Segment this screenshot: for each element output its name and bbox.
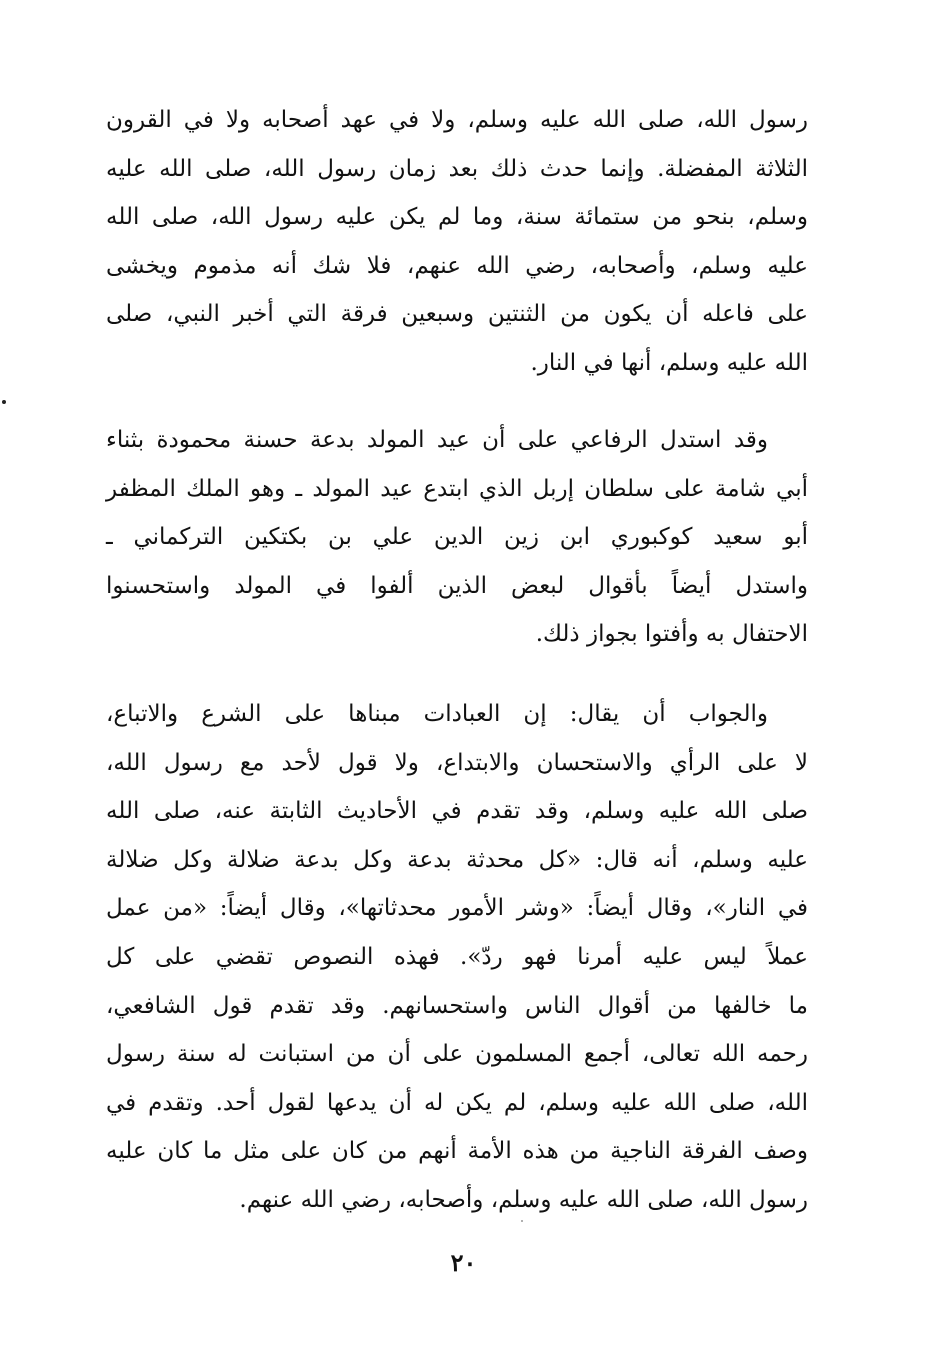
text-line: في النار»، وقال أيضاً: «وشر الأمور محدثاتها»، وقال أيضاً: «من عمل [106,895,808,922]
text-line: وصف الفرقة الناجية من هذه الأمة أنهم من كان على مثل ما كان عليه [106,1138,808,1165]
text-line: أبي شامة على سلطان إربل الذي ابتدع عيد المولد ـ وهو الملك المظفر [106,475,808,502]
text-line: وسلم، بنحو من ستمائة سنة، وما لم يكن عليه رسول الله، صلى الله [106,204,808,231]
text-line: الله، صلى الله عليه وسلم، لم يكن له أن يدعها لقول أحد. وتقدم في [106,1089,808,1116]
margin-mark [2,400,6,404]
text-line: على فاعله أن يكون من الثنتين وسبعين فرقة التي أخبر النبي، صلى [106,301,808,328]
text-line: صلى الله عليه وسلم، وقد تقدم في الأحاديث الثابتة عنه، صلى الله [106,798,808,825]
text-line: والجواب أن يقال: إن العبادات مبناها على الشرع والاتباع، [106,701,768,727]
text-line: أبو سعيد كوكبوري ابن زين الدين علي بن بكتكين التركماني ـ [106,524,808,551]
text-line: الاحتفال به وأفتوا بجواز ذلك. [535,621,808,648]
text-line: الثلاثة المفضلة. وإنما حدث ذلك بعد زمان رسول الله، صلى الله عليه [106,155,808,182]
paragraph-1 [106,96,808,388]
paragraph-2 [106,416,808,659]
text-line: الله عليه وسلم، أنها في النار. [530,349,808,376]
text-line: رسول الله، صلى الله عليه وسلم، ولا في عهد أصحابه ولا في القرون [106,107,808,133]
text-line: عملاً ليس عليه أمرنا فهو ردّ». فهذه النصوص تقضي على كل [106,943,808,970]
page-number: ٢٠ [450,1248,477,1277]
text-line: رحمه الله تعالى، أجمع المسلمون على أن من استبانت له سنة رسول [106,1041,808,1068]
paragraph-3 [106,690,808,1225]
text-line: لا على الرأي والاستحسان والابتداع، ولا قول لأحد مع رسول الله، [106,749,808,776]
text-line: رسول الله، صلى الله عليه وسلم، وأصحابه، رضي الله عنهم. [239,1186,808,1213]
text-line: عليه وسلم، وأصحابه، رضي الله عنهم، فلا شك أنه مذموم ويخشى [106,252,808,279]
text-line: وقد استدل الرفاعي على أن عيد المولد بدعة حسنة محمودة بثناء [106,427,768,453]
text-line: عليه وسلم، أنه قال: «كل محدثة بدعة وكل بدعة ضلالة وكل ضلالة [106,846,808,873]
text-line: ما خالفها من أقوال الناس واستحسانهم. وقد تقدم قول الشافعي، [106,992,808,1019]
text-line: واستدل أيضاً بأقوال لبعض الذين ألفوا في المولد واستحسنوا [106,572,808,599]
scan-speck [521,1220,523,1222]
